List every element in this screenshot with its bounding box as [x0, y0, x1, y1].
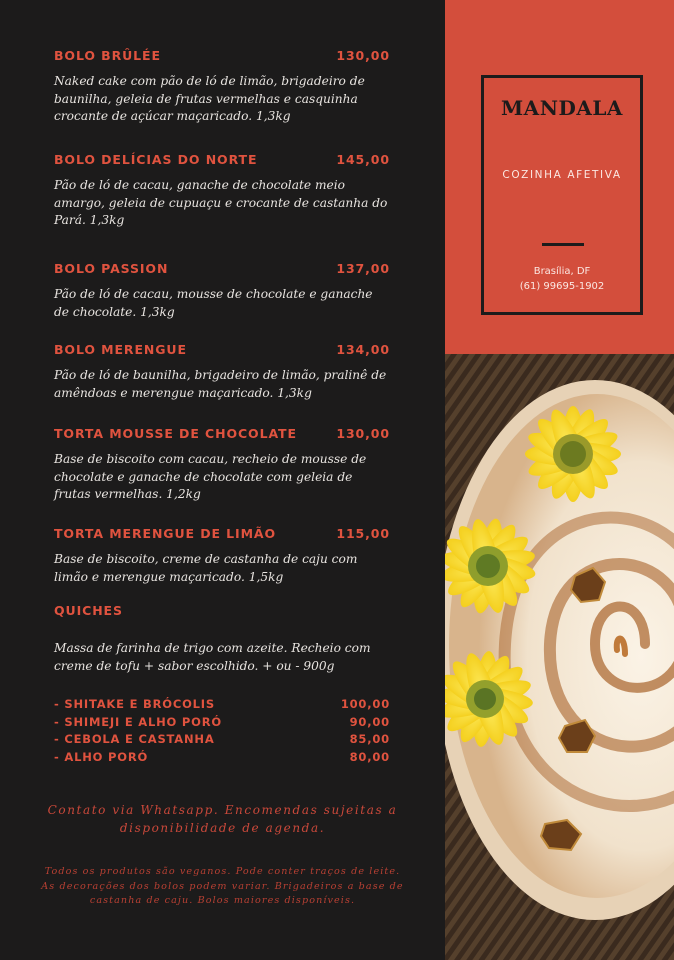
item-price: 115,00	[336, 526, 390, 541]
item-description: Naked cake com pão de ló de limão, brigadeiro de baunilha, geleia de frutas vermelhas e casquinha crocante de açúcar maçaricado. 1,3kg	[54, 74, 365, 123]
divider	[542, 243, 584, 246]
item-price: 137,00	[336, 261, 390, 276]
quiche-price: 100,00	[340, 697, 390, 711]
menu-item	[54, 426, 390, 504]
menu-item	[54, 526, 390, 586]
item-price: 130,00	[336, 48, 390, 63]
item-description: Pão de ló de baunilha, brigadeiro de limão, pralinê de amêndoas e merengue maçaricado. 1,3kg	[54, 368, 387, 400]
item-name: BOLO DELÍCIAS DO NORTE	[54, 152, 258, 167]
quiche-price: 90,00	[349, 714, 390, 729]
item-name: BOLO MERENGUE	[54, 342, 187, 357]
quiche-option	[54, 732, 390, 750]
brand-box	[481, 75, 643, 315]
item-price: 145,00	[336, 152, 390, 167]
item-name: TORTA MOUSSE DE CHOCOLATE	[54, 426, 297, 441]
menu-item	[54, 152, 390, 230]
item-name: TORTA MERENGUE DE LIMÃO	[54, 526, 277, 541]
cake-photo	[445, 354, 674, 960]
quiche-option	[54, 750, 390, 768]
quiche-option	[54, 715, 390, 733]
item-price: 134,00	[336, 342, 390, 357]
brand-tagline: COZINHA AFETIVA	[502, 169, 622, 181]
quiche-price: 80,00	[349, 749, 390, 764]
quiche-price: 85,00	[349, 732, 390, 746]
item-description: Pão de ló de cacau, mousse de chocolate e ganache de chocolate. 1,3kg	[54, 287, 373, 319]
quiche-flavor: - SHITAKE E BRÓCOLIS	[54, 697, 215, 711]
item-description: Pão de ló de cacau, ganache de chocolate meio amargo, geleia de cupuaçu e crocante de castanha do Pará. 1,3kg	[54, 178, 388, 227]
quiche-option	[54, 697, 390, 715]
quiches-description: Massa de farinha de trigo com azeite. Recheio com creme de tofu + sabor escolhido. + ou - 900g	[54, 641, 371, 673]
menu-item	[54, 261, 390, 321]
item-price: 130,00	[336, 426, 390, 441]
quiches-title: QUICHES	[54, 603, 123, 618]
quiches-heading	[54, 603, 390, 618]
menu-item	[54, 48, 390, 126]
brand-city: Brasília, DF	[533, 266, 591, 277]
quiche-flavor: - CEBOLA E CASTANHA	[54, 732, 215, 746]
quiche-options	[54, 697, 390, 767]
quiche-flavor: - ALHO PORÓ	[54, 749, 149, 764]
menu-item	[54, 342, 390, 402]
quiche-flavor: - SHIMEJI E ALHO PORÓ	[54, 714, 222, 729]
item-description: Base de biscoito, creme de castanha de caju com limão e merengue maçaricado. 1,5kg	[54, 552, 358, 584]
item-name: BOLO BRÛLÉE	[54, 48, 161, 63]
brand-name: MANDALA	[501, 96, 623, 120]
brand-phone: (61) 99695-1902	[519, 281, 605, 292]
contact-note: Contato via Whatsapp. Encomendas sujeitas a disponibilidade de agenda.	[47, 803, 398, 835]
item-name: BOLO PASSION	[54, 261, 169, 276]
item-description: Base de biscoito com cacau, recheio de mousse de chocolate e ganache de chocolate com geleia de frutas vermelhas. 1,2kg	[54, 452, 367, 501]
vegan-notes: Todos os produtos são veganos. Pode conter traços de leite. As decorações dos bolos podem variar. Brigadeiros a base de castanha de caju. Bolos maiores disponíveis.	[41, 866, 404, 906]
